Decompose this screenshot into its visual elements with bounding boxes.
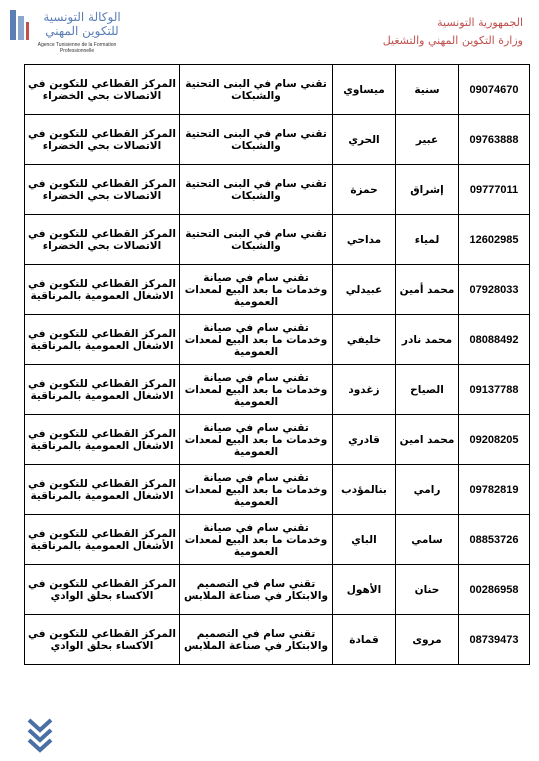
cell-last-name: خليفي bbox=[333, 315, 396, 365]
results-table-body bbox=[25, 65, 530, 665]
cell-first-name: عبير bbox=[396, 115, 459, 165]
cell-first-name: لمياء bbox=[396, 215, 459, 265]
table-row bbox=[25, 165, 530, 215]
cell-last-name: بنالمؤدب bbox=[333, 465, 396, 515]
cell-first-name: حنان bbox=[396, 565, 459, 615]
cell-training-center: المركز القطاعي للتكوين في الاشغال العمومية بالمرناقية bbox=[25, 265, 180, 315]
results-table bbox=[24, 64, 530, 665]
cell-last-name: قمادة bbox=[333, 615, 396, 665]
ministry-heading bbox=[323, 14, 523, 50]
cell-specialty: تقني سام في صيانة وخدمات ما بعد البيع لمعدات العمومية bbox=[180, 365, 333, 415]
cell-last-name: حمزة bbox=[333, 165, 396, 215]
cell-first-name: رامي bbox=[396, 465, 459, 515]
table-row bbox=[25, 215, 530, 265]
table-row bbox=[25, 365, 530, 415]
cell-specialty: تقني سام في التصميم والابتكار في صناعة الملابس bbox=[180, 565, 333, 615]
cell-id-number: 09074670 bbox=[459, 65, 530, 115]
cell-id-number: 09763888 bbox=[459, 115, 530, 165]
agency-logo bbox=[8, 8, 132, 54]
cell-id-number: 08088492 bbox=[459, 315, 530, 365]
cell-id-number: 08853726 bbox=[459, 515, 530, 565]
cell-first-name: إشراق bbox=[396, 165, 459, 215]
logo-arabic-text bbox=[32, 10, 132, 38]
cell-training-center: المركز القطاعي للتكوين في الاشغال العمومية بالمرناقية bbox=[25, 315, 180, 365]
cell-training-center: المركز القطاعي للتكوين في الاتصالات بحي الخضراء bbox=[25, 65, 180, 115]
table-row bbox=[25, 565, 530, 615]
cell-first-name: محمد نادر bbox=[396, 315, 459, 365]
cell-id-number: 00286958 bbox=[459, 565, 530, 615]
logo-french-text: Agence Tunisienne de la Formation Professionnelle bbox=[37, 42, 117, 54]
cell-training-center: المركز القطاعي للتكوين في الاتصالات بحي الخضراء bbox=[25, 215, 180, 265]
cell-first-name: سنية bbox=[396, 65, 459, 115]
cell-specialty: تقني سام في البنى التحتية والشبكات bbox=[180, 65, 333, 115]
cell-first-name: محمد امين bbox=[396, 415, 459, 465]
cell-first-name: سامي bbox=[396, 515, 459, 565]
cell-specialty: تقني سام في البنى التحتية والشبكات bbox=[180, 215, 333, 265]
cell-id-number: 09777011 bbox=[459, 165, 530, 215]
cell-last-name: زغدود bbox=[333, 365, 396, 415]
table-row bbox=[25, 615, 530, 665]
cell-id-number: 09137788 bbox=[459, 365, 530, 415]
table-row bbox=[25, 415, 530, 465]
cell-id-number: 08739473 bbox=[459, 615, 530, 665]
cell-training-center: المركز القطاعي للتكوين في الاشغال العمومية بالمرناقية bbox=[25, 415, 180, 465]
table-row bbox=[25, 65, 530, 115]
cell-specialty: تقني سام في صيانة وخدمات ما بعد البيع لمعدات العمومية bbox=[180, 415, 333, 465]
table-row bbox=[25, 265, 530, 315]
cell-training-center: المركز القطاعي للتكوين في الاكساء بحلق الوادي bbox=[25, 565, 180, 615]
table-row bbox=[25, 515, 530, 565]
cell-id-number: 09208205 bbox=[459, 415, 530, 465]
cell-last-name: قادري bbox=[333, 415, 396, 465]
table-row bbox=[25, 115, 530, 165]
cell-specialty: تقني سام في صيانة وخدمات ما بعد البيع لمعدات العمومية bbox=[180, 465, 333, 515]
cell-id-number: 12602985 bbox=[459, 215, 530, 265]
cell-training-center: المركز القطاعي للتكوين في الاتصالات بحي الخضراء bbox=[25, 165, 180, 215]
cell-last-name: الأهول bbox=[333, 565, 396, 615]
cell-first-name: محمد أمين bbox=[396, 265, 459, 315]
ministry-line2: وزارة التكوين المهني والتشغيل bbox=[382, 34, 523, 47]
cell-last-name: الحري bbox=[333, 115, 396, 165]
cell-first-name: الصياح bbox=[396, 365, 459, 415]
logo-arabic-line1: الوكالة التونسية bbox=[43, 10, 121, 24]
cell-training-center: المركز القطاعي للتكوين في الأشغال العمومية بالمرناقية bbox=[25, 515, 180, 565]
table-row bbox=[25, 465, 530, 515]
cell-specialty: تقني سام في البنى التحتية والشبكات bbox=[180, 115, 333, 165]
cell-specialty: تقني سام في صيانة وخدمات ما بعد البيع لمعدات العمومية bbox=[180, 515, 333, 565]
logo-emblem-icon bbox=[8, 8, 30, 44]
cell-training-center: المركز القطاعي للتكوين في الاشغال العمومية بالمرناقية bbox=[25, 365, 180, 415]
cell-training-center: المركز القطاعي للتكوين في الاشغال العمومية بالمرناقية bbox=[25, 465, 180, 515]
cell-specialty: تقني سام في البنى التحتية والشبكات bbox=[180, 165, 333, 215]
cell-last-name: مداحي bbox=[333, 215, 396, 265]
chevron-down-icon bbox=[26, 716, 54, 756]
cell-last-name: ميساوي bbox=[333, 65, 396, 115]
cell-specialty: تقني سام في التصميم والابتكار في صناعة الملابس bbox=[180, 615, 333, 665]
page-header bbox=[0, 0, 539, 58]
cell-last-name: الباي bbox=[333, 515, 396, 565]
cell-id-number: 07928033 bbox=[459, 265, 530, 315]
cell-training-center: المركز القطاعي للتكوين في الاكساء بحلق الوادي bbox=[25, 615, 180, 665]
table-row bbox=[25, 315, 530, 365]
cell-specialty: تقني سام في صيانة وخدمات ما بعد البيع لمعدات العمومية bbox=[180, 315, 333, 365]
cell-specialty: تقني سام في صيانة وخدمات ما بعد البيع لمعدات العمومية bbox=[180, 265, 333, 315]
cell-first-name: مروى bbox=[396, 615, 459, 665]
cell-last-name: عبيدلي bbox=[333, 265, 396, 315]
cell-id-number: 09782819 bbox=[459, 465, 530, 515]
cell-training-center: المركز القطاعي للتكوين في الاتصالات بحي الخضراء bbox=[25, 115, 180, 165]
logo-arabic-line2: للتكوين المهني bbox=[45, 24, 119, 38]
ministry-line1: الجمهورية التونسية bbox=[437, 16, 523, 29]
